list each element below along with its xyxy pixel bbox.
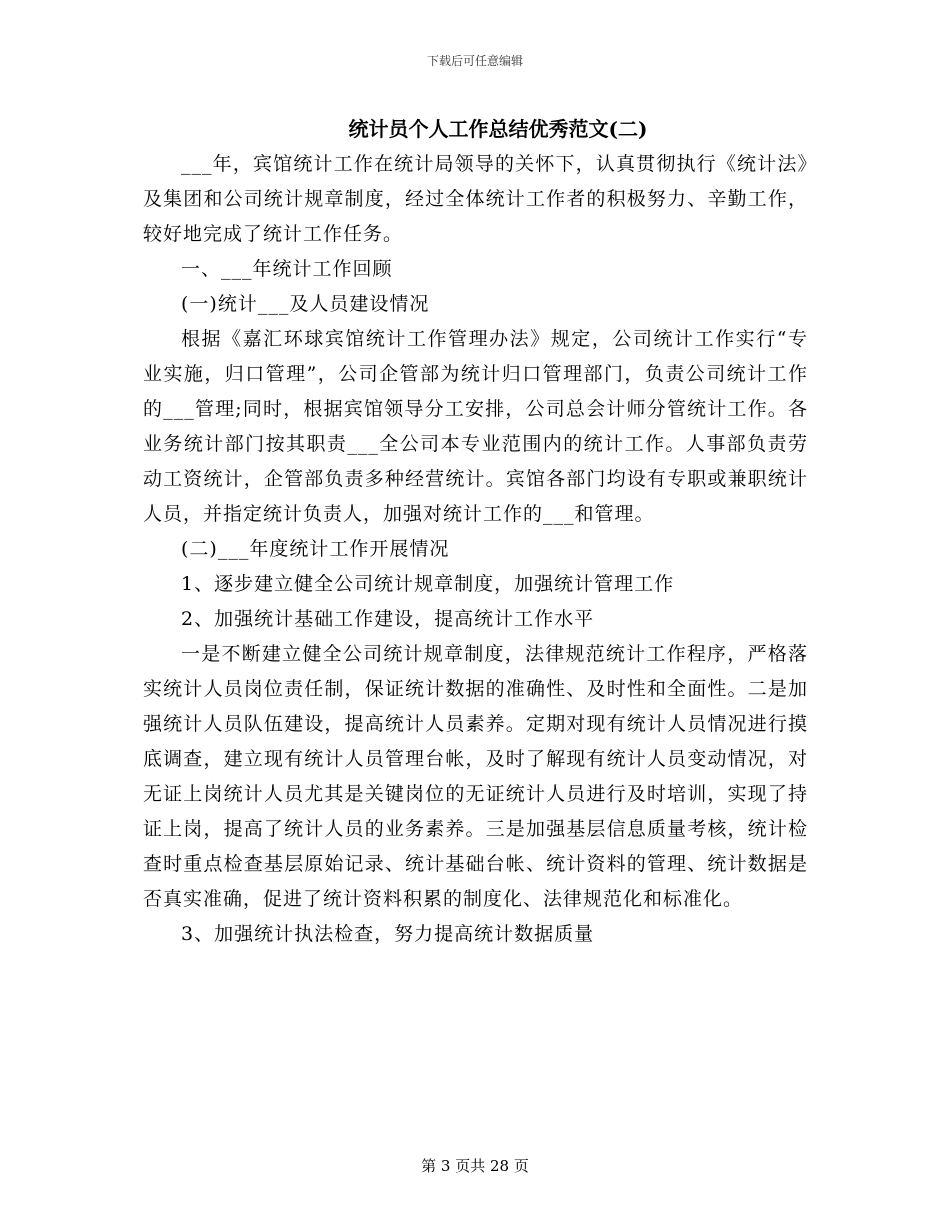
paragraph-intro: ___年，宾馆统计工作在统计局领导的关怀下，认真贯彻执行《统计法》及集团和公司统计规章制度，经过全体统计工作者的积极努力、辛勤工作，较好地完成了统计工作任务。 [143,153,808,245]
list-item-enforcement: 3、加强统计执法检查，努力提高统计数据质量 [181,923,595,945]
list-item-foundation: 2、加强统计基础工作建设，提高统计工作水平 [181,608,595,630]
paragraph-measures: 一是不断建立健全公司统计规章制度，法律规范统计工作程序，严格落实统计人员岗位责任制，保证统计数据的准确性、及时性和全面性。二是加强统计人员队伍建设，提高统计人员素养。定期对现有统计人员情况进行摸底调查，建立现有统计人员管理台帐，及时了解现有统计人员变动情况，对无证上岗统计人员尤其是关键岗位的无证统计人员进行及时培训，实现了持证上岗，提高了统计人员的业务素养。三是加强基层信息质量考核，统计检查时重点检查基层原始记录、统计基础台帐、统计资料的管理、统计数据是否真实准确，促进了统计资料积累的制度化、法律规范化和标准化。 [143,643,808,910]
subsection-heading-staffing: (一)统计___及人员建设情况 [181,293,430,315]
paragraph-management: 根据《嘉汇环球宾馆统计工作管理办法》规定，公司统计工作实行“专业实施，归口管理”，公司企管部为统计归口管理部门，负责公司统计工作的___管理;同时，根据宾馆领导分工安排，公司总会计师分管统计工作。各业务统计部门按其职责___全公司本专业范围内的统计工作。人事部负责劳动工资统计，企管部负责多种经营统计。宾馆各部门均设有专职或兼职统计人员，并指定统计负责人，加强对统计工作的___和管理。 [143,328,808,525]
document-body [143,147,808,952]
subsection-heading-progress: (二)___年度统计工作开展情况 [181,538,450,560]
page-number: 第 3 页共 28 页 [421,1157,529,1175]
section-heading-review: 一、___年统计工作回顾 [181,258,393,280]
document-title: 统计员个人工作总结优秀范文(二) [348,117,648,141]
page-header-note: 下载后可任意编辑 [426,54,523,68]
list-item-regulations: 1、逐步建立健全公司统计规章制度，加强统计管理工作 [181,573,675,595]
